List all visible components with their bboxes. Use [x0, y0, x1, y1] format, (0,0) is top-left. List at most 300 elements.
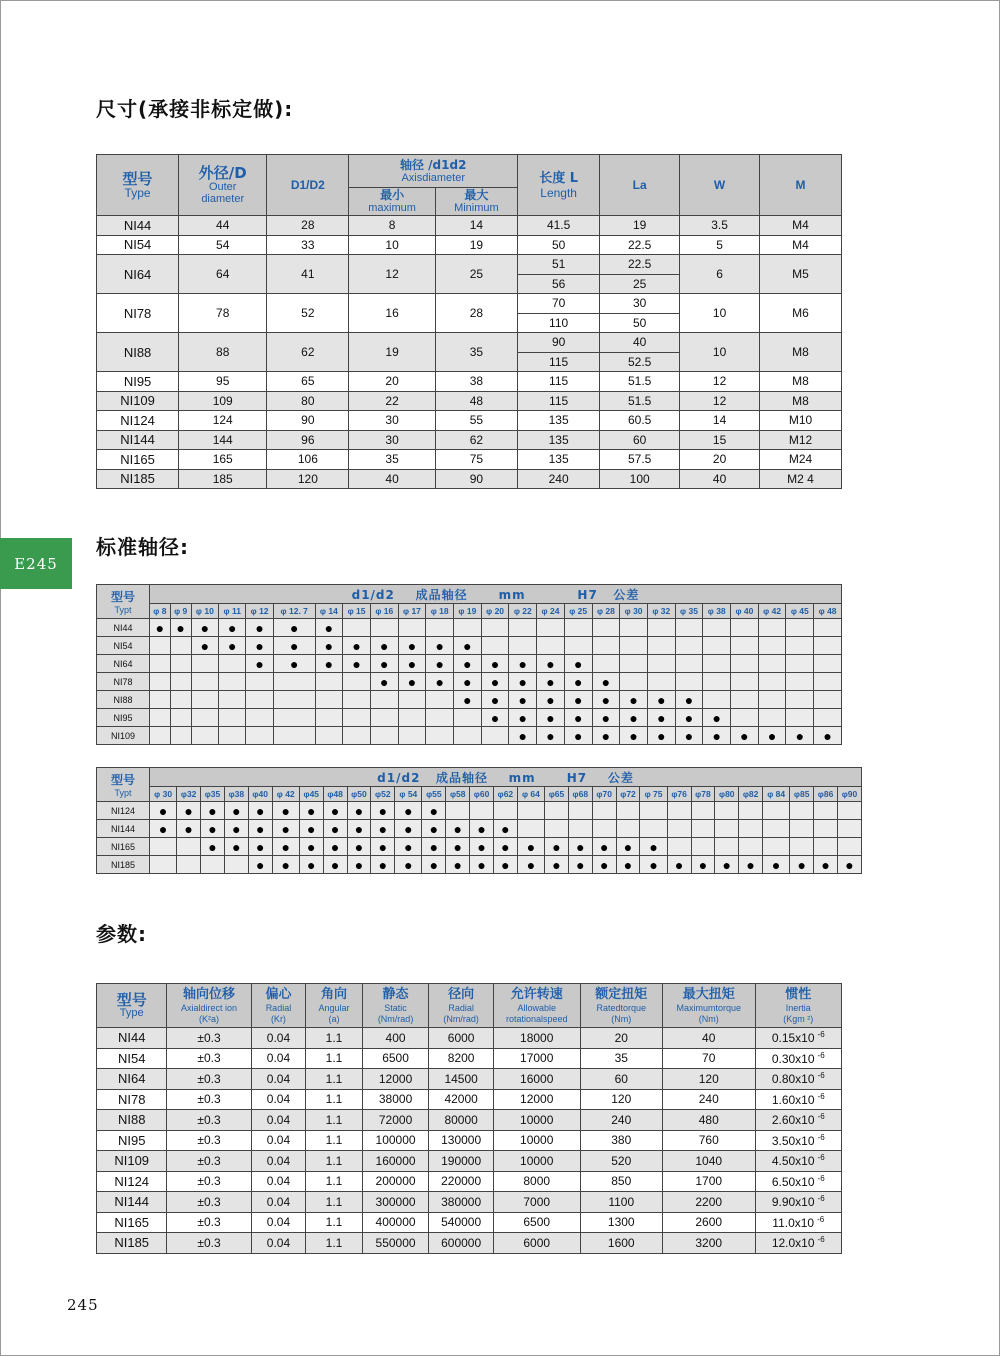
dimension-row	[97, 469, 842, 489]
param-cell	[755, 1192, 842, 1213]
param-header	[429, 984, 494, 1028]
param-cell	[167, 1110, 251, 1131]
available-dot: ●	[629, 709, 638, 726]
cell-min: 10	[349, 235, 435, 255]
available-dot: ●	[307, 856, 316, 873]
bore-cell	[395, 802, 422, 820]
param-value: ±0.3	[197, 1235, 221, 1250]
available-dot: ●	[573, 727, 583, 744]
dimension-row	[97, 372, 842, 392]
bore-cell	[703, 619, 731, 637]
cell-od: 95	[179, 372, 267, 392]
bore-row	[97, 727, 842, 745]
available-dot: ●	[330, 820, 340, 837]
bore-cell	[370, 709, 398, 727]
bore-size-label: φ 15	[343, 604, 371, 619]
param-cell	[167, 1192, 251, 1213]
bore-cell	[224, 802, 248, 820]
cell-w: 10	[680, 294, 760, 333]
bore-cell	[647, 691, 675, 709]
bore-cell	[592, 637, 620, 655]
param-value: 0.04	[266, 1133, 291, 1148]
bore-cell	[191, 619, 219, 637]
param-cell	[362, 1028, 429, 1049]
param-cell	[167, 1089, 251, 1110]
bore-cell	[481, 727, 509, 745]
standard-bore-title: 标准轴径:	[96, 535, 189, 559]
cell-d1d2: 41	[267, 255, 349, 294]
cell-m: M10	[760, 411, 842, 431]
cell-type: NI185	[97, 469, 179, 489]
cell-type: NI78	[97, 294, 179, 333]
bore-cell	[731, 655, 759, 673]
bore-cell	[426, 637, 454, 655]
bore-size-label: φ 42	[272, 787, 299, 802]
available-dot: ●	[255, 655, 264, 672]
bore-cell	[564, 637, 592, 655]
param-value: 10000	[520, 1153, 554, 1168]
param-cell	[251, 1048, 306, 1069]
header-d1d2: D1/D2	[267, 155, 349, 216]
param-cell	[429, 1212, 494, 1233]
bore-cell	[347, 820, 371, 838]
param-value: 1.1	[325, 1051, 343, 1066]
bore-cell	[315, 709, 343, 727]
bore-size-label: φ52	[371, 787, 395, 802]
available-dot: ●	[453, 838, 462, 855]
bore-cell	[398, 709, 426, 727]
available-dot: ●	[404, 838, 413, 855]
cell-w: 3.5	[680, 216, 760, 236]
param-value: ±0.3	[197, 1071, 221, 1086]
bore-size-label: φ 30	[620, 604, 648, 619]
bore-cell	[170, 691, 191, 709]
bore-cell	[315, 655, 343, 673]
param-value: ±0.3	[197, 1174, 221, 1189]
param-cell	[306, 1212, 363, 1233]
bore-table-2	[96, 767, 862, 874]
param-cell	[755, 1069, 842, 1090]
header-axis-diameter: 轴径 /d1d2 Axisdiameter	[349, 155, 518, 188]
available-dot: ●	[623, 856, 633, 873]
bore-cell	[191, 709, 219, 727]
available-dot: ●	[463, 691, 472, 708]
cell-od: 64	[179, 255, 267, 294]
cell-la: 22.5	[600, 255, 680, 275]
param-cell	[580, 1192, 662, 1213]
bore-cell	[481, 673, 509, 691]
bore-cell	[191, 655, 219, 673]
bore-type-en: Typt	[114, 788, 132, 798]
bore-cell	[758, 637, 786, 655]
param-value: 120	[611, 1092, 632, 1107]
cell-min: 40	[349, 469, 435, 489]
bore-cell	[509, 691, 537, 709]
available-dot: ●	[795, 727, 805, 744]
param-value: 6.50x10	[771, 1174, 815, 1189]
param-value: 80000	[444, 1112, 478, 1127]
bore-cell	[837, 838, 861, 856]
cell-max: 19	[435, 235, 517, 255]
param-exponent: -6	[817, 1194, 825, 1204]
cell-la: 57.5	[600, 450, 680, 470]
cell-w: 10	[680, 333, 760, 372]
bore-cell	[150, 619, 171, 637]
available-dot: ●	[599, 856, 609, 873]
bore-cell	[786, 691, 814, 709]
bore-cell	[323, 856, 347, 874]
param-value: 1.1	[325, 1174, 343, 1189]
bore-cell	[315, 673, 343, 691]
bore-cell	[246, 673, 274, 691]
cell-m: M8	[760, 333, 842, 372]
bore-title-header: d1/d2 成品轴径 mm H7 公差	[150, 585, 842, 604]
bore-cell	[481, 637, 509, 655]
bore-size-label: φ 30	[150, 787, 177, 802]
param-cell	[97, 1048, 167, 1069]
param-value: 760	[698, 1133, 719, 1148]
cell-max: 28	[435, 294, 517, 333]
cell-la: 60	[600, 430, 680, 450]
bore-size-label: φ 28	[592, 604, 620, 619]
param-value: NI165	[114, 1214, 150, 1230]
param-cell	[97, 1233, 167, 1254]
bore-cell	[739, 802, 763, 820]
available-dot: ●	[378, 802, 388, 819]
available-dot: ●	[354, 820, 364, 837]
bore-cell	[371, 820, 395, 838]
param-value: 2600	[695, 1215, 723, 1230]
param-header-cn: 轴向位移	[183, 986, 236, 1002]
param-value: 220000	[441, 1174, 482, 1189]
available-dot: ●	[255, 838, 265, 855]
bore-cell	[568, 802, 592, 820]
param-cell	[755, 1089, 842, 1110]
param-value: 1300	[607, 1215, 635, 1230]
bore-cell	[191, 673, 219, 691]
param-cell	[755, 1233, 842, 1254]
param-value: 1.1	[325, 1092, 343, 1107]
bore-size-label: φ 48	[814, 604, 842, 619]
param-cell	[306, 1069, 363, 1090]
param-cell	[362, 1233, 429, 1254]
bore-cell	[509, 637, 537, 655]
cell-length: 135	[518, 450, 600, 470]
bore-row	[97, 619, 842, 637]
available-dot: ●	[404, 820, 413, 837]
param-cell	[580, 1110, 662, 1131]
param-cell	[306, 1048, 363, 1069]
bore-size-label: φ 12	[246, 604, 274, 619]
bore-size-label: φ48	[323, 787, 347, 802]
available-dot: ●	[281, 856, 290, 873]
cell-length: 135	[518, 411, 600, 431]
available-dot: ●	[429, 838, 439, 855]
bore-row-type: NI64	[97, 655, 150, 673]
param-cell	[97, 1212, 167, 1233]
bore-cell	[370, 619, 398, 637]
bore-type-en: Typt	[114, 605, 132, 615]
bore-row	[97, 709, 842, 727]
bore-cell	[763, 856, 790, 874]
param-cell	[251, 1151, 306, 1172]
param-value: 600000	[441, 1235, 482, 1250]
param-value: 6500	[523, 1215, 551, 1230]
bore-cell	[564, 709, 592, 727]
available-dot: ●	[352, 637, 361, 654]
param-cell	[429, 1089, 494, 1110]
cell-la: 52.5	[600, 352, 680, 372]
param-value: 1600	[607, 1235, 635, 1250]
bore-size-label: φ35	[201, 787, 225, 802]
bore-cell	[814, 655, 842, 673]
bore-cell	[568, 856, 592, 874]
param-exponent: -6	[817, 1071, 825, 1081]
param-value: NI185	[114, 1235, 150, 1251]
param-header-en: (Nm)	[698, 1013, 719, 1024]
cell-la: 100	[600, 469, 680, 489]
param-value: 4.50x10	[771, 1154, 815, 1169]
cell-length: 135	[518, 430, 600, 450]
available-dot: ●	[576, 838, 585, 855]
param-value: 1.1	[325, 1133, 343, 1148]
param-value: 2200	[695, 1194, 723, 1209]
bore-cell	[426, 691, 454, 709]
param-header-en: Angular	[318, 1002, 350, 1013]
bore-size-label: φ 84	[763, 787, 790, 802]
available-dot: ●	[546, 727, 555, 744]
bore-cell	[537, 619, 565, 637]
param-header-en: (K²a)	[199, 1013, 220, 1024]
param-cell	[580, 1028, 662, 1049]
bore-cell	[299, 856, 323, 874]
bore-cell	[347, 802, 371, 820]
bore-cell	[454, 619, 482, 637]
bore-row-type: NI88	[97, 691, 150, 709]
param-cell	[251, 1110, 306, 1131]
param-value: 200000	[375, 1174, 416, 1189]
bore-cell	[731, 673, 759, 691]
cell-max: 75	[435, 450, 517, 470]
bore-cell	[446, 802, 470, 820]
bore-cell	[790, 838, 814, 856]
bore-cell	[246, 727, 274, 745]
cell-w: 20	[680, 450, 760, 470]
param-value: 0.04	[266, 1030, 291, 1045]
param-value: ±0.3	[197, 1030, 221, 1045]
bore-cell	[422, 820, 446, 838]
cell-la: 60.5	[600, 411, 680, 431]
bore-cell	[715, 802, 739, 820]
available-dot: ●	[435, 673, 444, 690]
bore-cell	[564, 691, 592, 709]
bore-type-header	[97, 585, 150, 619]
available-dot: ●	[823, 727, 832, 744]
available-dot: ●	[740, 727, 749, 744]
bore-cell	[545, 856, 569, 874]
available-dot: ●	[712, 727, 721, 744]
dimension-row	[97, 391, 842, 411]
bore-cell	[667, 802, 691, 820]
cell-type: NI44	[97, 216, 179, 236]
bore-cell	[786, 727, 814, 745]
bore-cell	[517, 802, 544, 820]
param-header-cn: 角向	[320, 986, 347, 1002]
available-dot: ●	[684, 691, 694, 708]
bore-cell	[537, 673, 565, 691]
available-dot: ●	[463, 673, 472, 690]
cell-max: 62	[435, 430, 517, 450]
available-dot: ●	[378, 838, 388, 855]
bore-size-label: φ58	[446, 787, 470, 802]
bore-cell	[273, 619, 315, 637]
bore-cell	[201, 838, 225, 856]
param-cell	[97, 1151, 167, 1172]
param-cell	[251, 1171, 306, 1192]
param-cell	[97, 1069, 167, 1090]
bore-cell	[758, 655, 786, 673]
param-cell	[493, 1233, 580, 1254]
bore-cell	[191, 637, 219, 655]
cell-la: 19	[600, 216, 680, 236]
available-dot: ●	[552, 838, 561, 855]
bore-cell	[814, 802, 838, 820]
dimension-row	[97, 255, 842, 275]
bore-cell	[481, 709, 509, 727]
param-cell	[493, 1130, 580, 1151]
available-dot: ●	[573, 655, 583, 672]
cell-type: NI144	[97, 430, 179, 450]
cell-length: 90	[518, 333, 600, 353]
param-value: 550000	[375, 1235, 416, 1250]
param-value: 70	[702, 1051, 716, 1066]
param-cell	[493, 1110, 580, 1131]
bore-cell	[219, 619, 246, 637]
available-dot: ●	[526, 838, 536, 855]
param-cell	[580, 1069, 662, 1090]
bore-cell	[248, 856, 272, 874]
param-cell	[662, 1192, 755, 1213]
param-cell	[755, 1212, 842, 1233]
available-dot: ●	[208, 838, 217, 855]
param-cell	[97, 1192, 167, 1213]
bore-cell	[343, 637, 371, 655]
bore-cell	[837, 820, 861, 838]
available-dot: ●	[352, 655, 361, 672]
param-cell	[580, 1130, 662, 1151]
param-cell	[362, 1130, 429, 1151]
bore-cell	[370, 673, 398, 691]
bore-cell	[246, 709, 274, 727]
bore-cell	[470, 820, 494, 838]
available-dot: ●	[354, 838, 364, 855]
bore-cell	[667, 856, 691, 874]
available-dot: ●	[435, 637, 444, 654]
param-cell	[662, 1069, 755, 1090]
bore-cell	[224, 856, 248, 874]
bore-cell	[177, 820, 201, 838]
bore-cell	[786, 619, 814, 637]
header-length: 长度 L Length	[518, 155, 600, 216]
param-cell	[167, 1028, 251, 1049]
bore-cell	[170, 709, 191, 727]
param-value: 6500	[382, 1051, 409, 1066]
bore-cell	[763, 820, 790, 838]
param-header-en: Allowable	[517, 1002, 556, 1013]
bore-cell	[592, 691, 620, 709]
param-value: 380	[611, 1133, 632, 1148]
bore-cell	[398, 727, 426, 745]
param-row	[97, 1171, 842, 1192]
bore-cell	[177, 856, 201, 874]
available-dot: ●	[657, 709, 666, 726]
param-value: 17000	[520, 1051, 554, 1066]
bore-cell	[691, 820, 715, 838]
param-cell	[251, 1089, 306, 1110]
param-exponent: -6	[817, 1132, 825, 1142]
bore-row	[97, 802, 862, 820]
param-value: 0.04	[266, 1071, 291, 1086]
cell-m: M12	[760, 430, 842, 450]
bore-cell	[620, 709, 648, 727]
bore-cell	[481, 619, 509, 637]
parameters-title: 参数:	[96, 922, 147, 946]
param-value: 520	[611, 1153, 632, 1168]
bore-cell	[675, 637, 703, 655]
bore-cell	[454, 637, 482, 655]
bore-cell	[564, 619, 592, 637]
bore-cell	[592, 709, 620, 727]
bore-cell	[150, 838, 177, 856]
cell-type: NI64	[97, 255, 179, 294]
bore-type-cn: 型号	[110, 773, 135, 787]
bore-cell	[667, 820, 691, 838]
bore-row-type: NI185	[97, 856, 150, 874]
param-header-cn: 型号	[116, 991, 147, 1009]
param-value: 850	[611, 1174, 632, 1189]
cell-length: 41.5	[518, 216, 600, 236]
param-header-en: Maximumtorque	[676, 1002, 741, 1013]
param-row	[97, 1110, 842, 1131]
bore-cell	[568, 838, 592, 856]
bore-cell	[395, 838, 422, 856]
bore-row	[97, 820, 862, 838]
param-value: 11.0x10	[772, 1215, 815, 1230]
param-cell	[429, 1069, 494, 1090]
bore-cell	[273, 727, 315, 745]
cell-length: 115	[518, 372, 600, 392]
available-dot: ●	[429, 820, 439, 837]
param-value: ±0.3	[197, 1153, 221, 1168]
param-cell	[362, 1069, 429, 1090]
dimension-row	[97, 430, 842, 450]
bore-cell	[731, 691, 759, 709]
bore-cell	[616, 838, 640, 856]
param-cell	[306, 1130, 363, 1151]
cell-w: 6	[680, 255, 760, 294]
param-header-cn: 额定扭矩	[595, 986, 648, 1002]
bore-cell	[786, 637, 814, 655]
bore-cell	[739, 856, 763, 874]
bore-size-label: φ55	[422, 787, 446, 802]
bore-size-label: φ45	[299, 787, 323, 802]
bore-row	[97, 838, 862, 856]
available-dot: ●	[255, 637, 264, 654]
bore-size-label: φ 10	[191, 604, 219, 619]
bore-cell	[273, 655, 315, 673]
available-dot: ●	[208, 802, 217, 819]
param-value: 10000	[520, 1112, 554, 1127]
